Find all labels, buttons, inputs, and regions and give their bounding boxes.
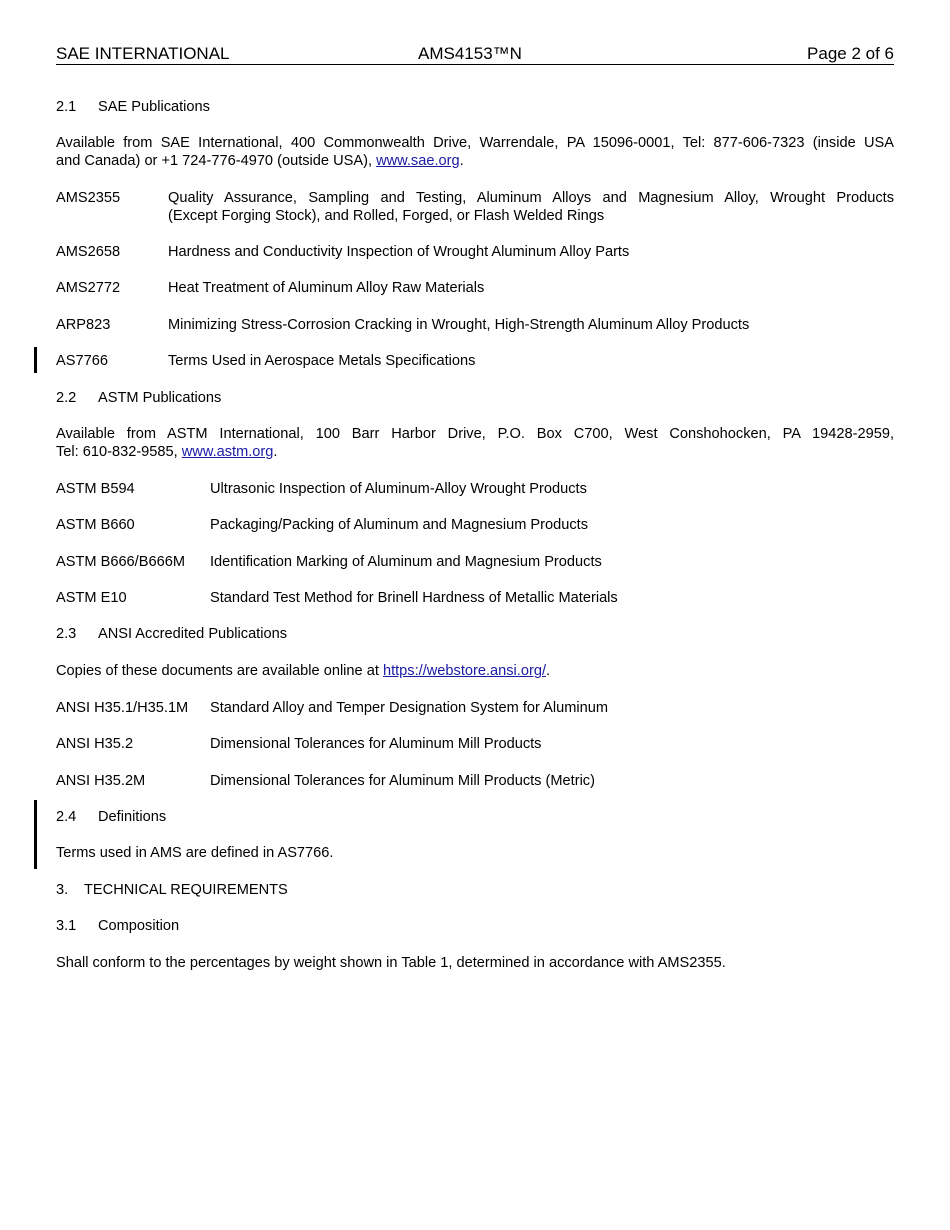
- ref-title-line: Quality Assurance, Sampling and Testing, Aluminum Alloys and Magnesium Alloy, Wrought Products: [168, 190, 894, 206]
- ref-title: Standard Test Method for Brinell Hardness of Metallic Materials: [210, 590, 618, 606]
- ref-code: ASTM B666/B666M: [56, 554, 185, 570]
- ref-code: AMS2658: [56, 244, 121, 260]
- change-bar: [34, 800, 37, 869]
- section-heading-2-2: [56, 389, 222, 407]
- ref-title: [168, 189, 894, 225]
- ref-code: ANSI H35.2: [56, 736, 134, 752]
- ansi-webstore-link[interactable]: https://webstore.ansi.org/: [382, 663, 546, 679]
- sae-availability-paragraph: [56, 134, 894, 170]
- header-page-number: Page 2 of 6: [807, 44, 894, 63]
- section-title: Definitions: [98, 809, 167, 825]
- ref-title: Minimizing Stress-Corrosion Cracking in Wrought, High-Strength Aluminum Alloy Products: [168, 317, 750, 333]
- ref-code: ASTM E10: [56, 590, 127, 606]
- ref-title: Ultrasonic Inspection of Aluminum-Alloy Wrought Products: [210, 481, 587, 497]
- sae-website-link[interactable]: www.sae.org: [376, 153, 460, 169]
- paragraph-text: Copies of these documents are available online at: [56, 663, 383, 679]
- section-heading-3-1: [56, 917, 180, 935]
- section-title: ASTM Publications: [98, 390, 222, 406]
- header-doc-id: AMS4153™N: [418, 44, 522, 63]
- ref-code: AS7766: [56, 353, 108, 369]
- section-heading-2-4: [56, 808, 167, 826]
- change-bar: [34, 347, 37, 373]
- astm-availability-paragraph: [56, 425, 894, 461]
- ref-code: AMS2772: [56, 280, 121, 296]
- ref-title: Packaging/Packing of Aluminum and Magnesium Products: [210, 517, 589, 533]
- ref-code: AMS2355: [56, 190, 121, 206]
- ref-code: ASTM B594: [56, 481, 135, 497]
- section-title: SAE Publications: [98, 99, 210, 115]
- composition-paragraph: Shall conform to the percentages by weight shown in Table 1, determined in accordance with AMS2355.: [56, 955, 726, 971]
- ref-title: Heat Treatment of Aluminum Alloy Raw Materials: [168, 280, 485, 296]
- ref-title: Standard Alloy and Temper Designation System for Aluminum: [210, 700, 609, 716]
- page-header: [56, 44, 894, 65]
- ref-code: ANSI H35.1/H35.1M: [56, 700, 189, 716]
- section-number: 2.3: [56, 626, 77, 642]
- ref-code: ARP823: [56, 317, 111, 333]
- section-title: Composition: [98, 918, 180, 934]
- ref-title: Terms Used in Aerospace Metals Specifications: [168, 353, 476, 369]
- paragraph-line: Tel: 610-832-9585,: [56, 444, 182, 460]
- period: .: [273, 444, 278, 460]
- section-title: TECHNICAL REQUIREMENTS: [84, 882, 288, 898]
- ref-title: Dimensional Tolerances for Aluminum Mill Products (Metric): [210, 773, 595, 789]
- ref-title: Dimensional Tolerances for Aluminum Mill Products: [210, 736, 542, 752]
- section-heading-2-3: [56, 625, 288, 643]
- section-number: 3.: [56, 882, 69, 898]
- section-heading-3: [56, 881, 288, 899]
- definitions-paragraph: Terms used in AMS are defined in AS7766.: [56, 845, 334, 861]
- section-number: 2.2: [56, 390, 77, 406]
- ref-title: Identification Marking of Aluminum and Magnesium Products: [210, 554, 602, 570]
- header-org: SAE INTERNATIONAL: [56, 44, 230, 63]
- paragraph-line: and Canada) or +1 724-776-4970 (outside USA),: [56, 153, 377, 169]
- ansi-availability-paragraph: [56, 662, 550, 680]
- section-title: ANSI Accredited Publications: [98, 626, 288, 642]
- period: .: [459, 153, 464, 169]
- ref-title-line: (Except Forging Stock), and Rolled, Forged, or Flash Welded Rings: [168, 208, 605, 224]
- ref-title: Hardness and Conductivity Inspection of Wrought Aluminum Alloy Parts: [168, 244, 630, 260]
- ref-code: ASTM B660: [56, 517, 135, 533]
- section-heading-2-1: [56, 98, 210, 116]
- paragraph-line: Available from ASTM International, 100 Barr Harbor Drive, P.O. Box C700, West Conshohocken, PA 19428-2959,: [56, 426, 894, 442]
- section-number: 2.4: [56, 809, 77, 825]
- section-number: 2.1: [56, 99, 77, 115]
- astm-website-link[interactable]: www.astm.org: [181, 444, 274, 460]
- period: .: [546, 663, 551, 679]
- ref-code: ANSI H35.2M: [56, 773, 146, 789]
- paragraph-line: Available from SAE International, 400 Commonwealth Drive, Warrendale, PA 15096-0001, Tel: 877-606-7323 (inside USA: [56, 135, 894, 151]
- section-number: 3.1: [56, 918, 77, 934]
